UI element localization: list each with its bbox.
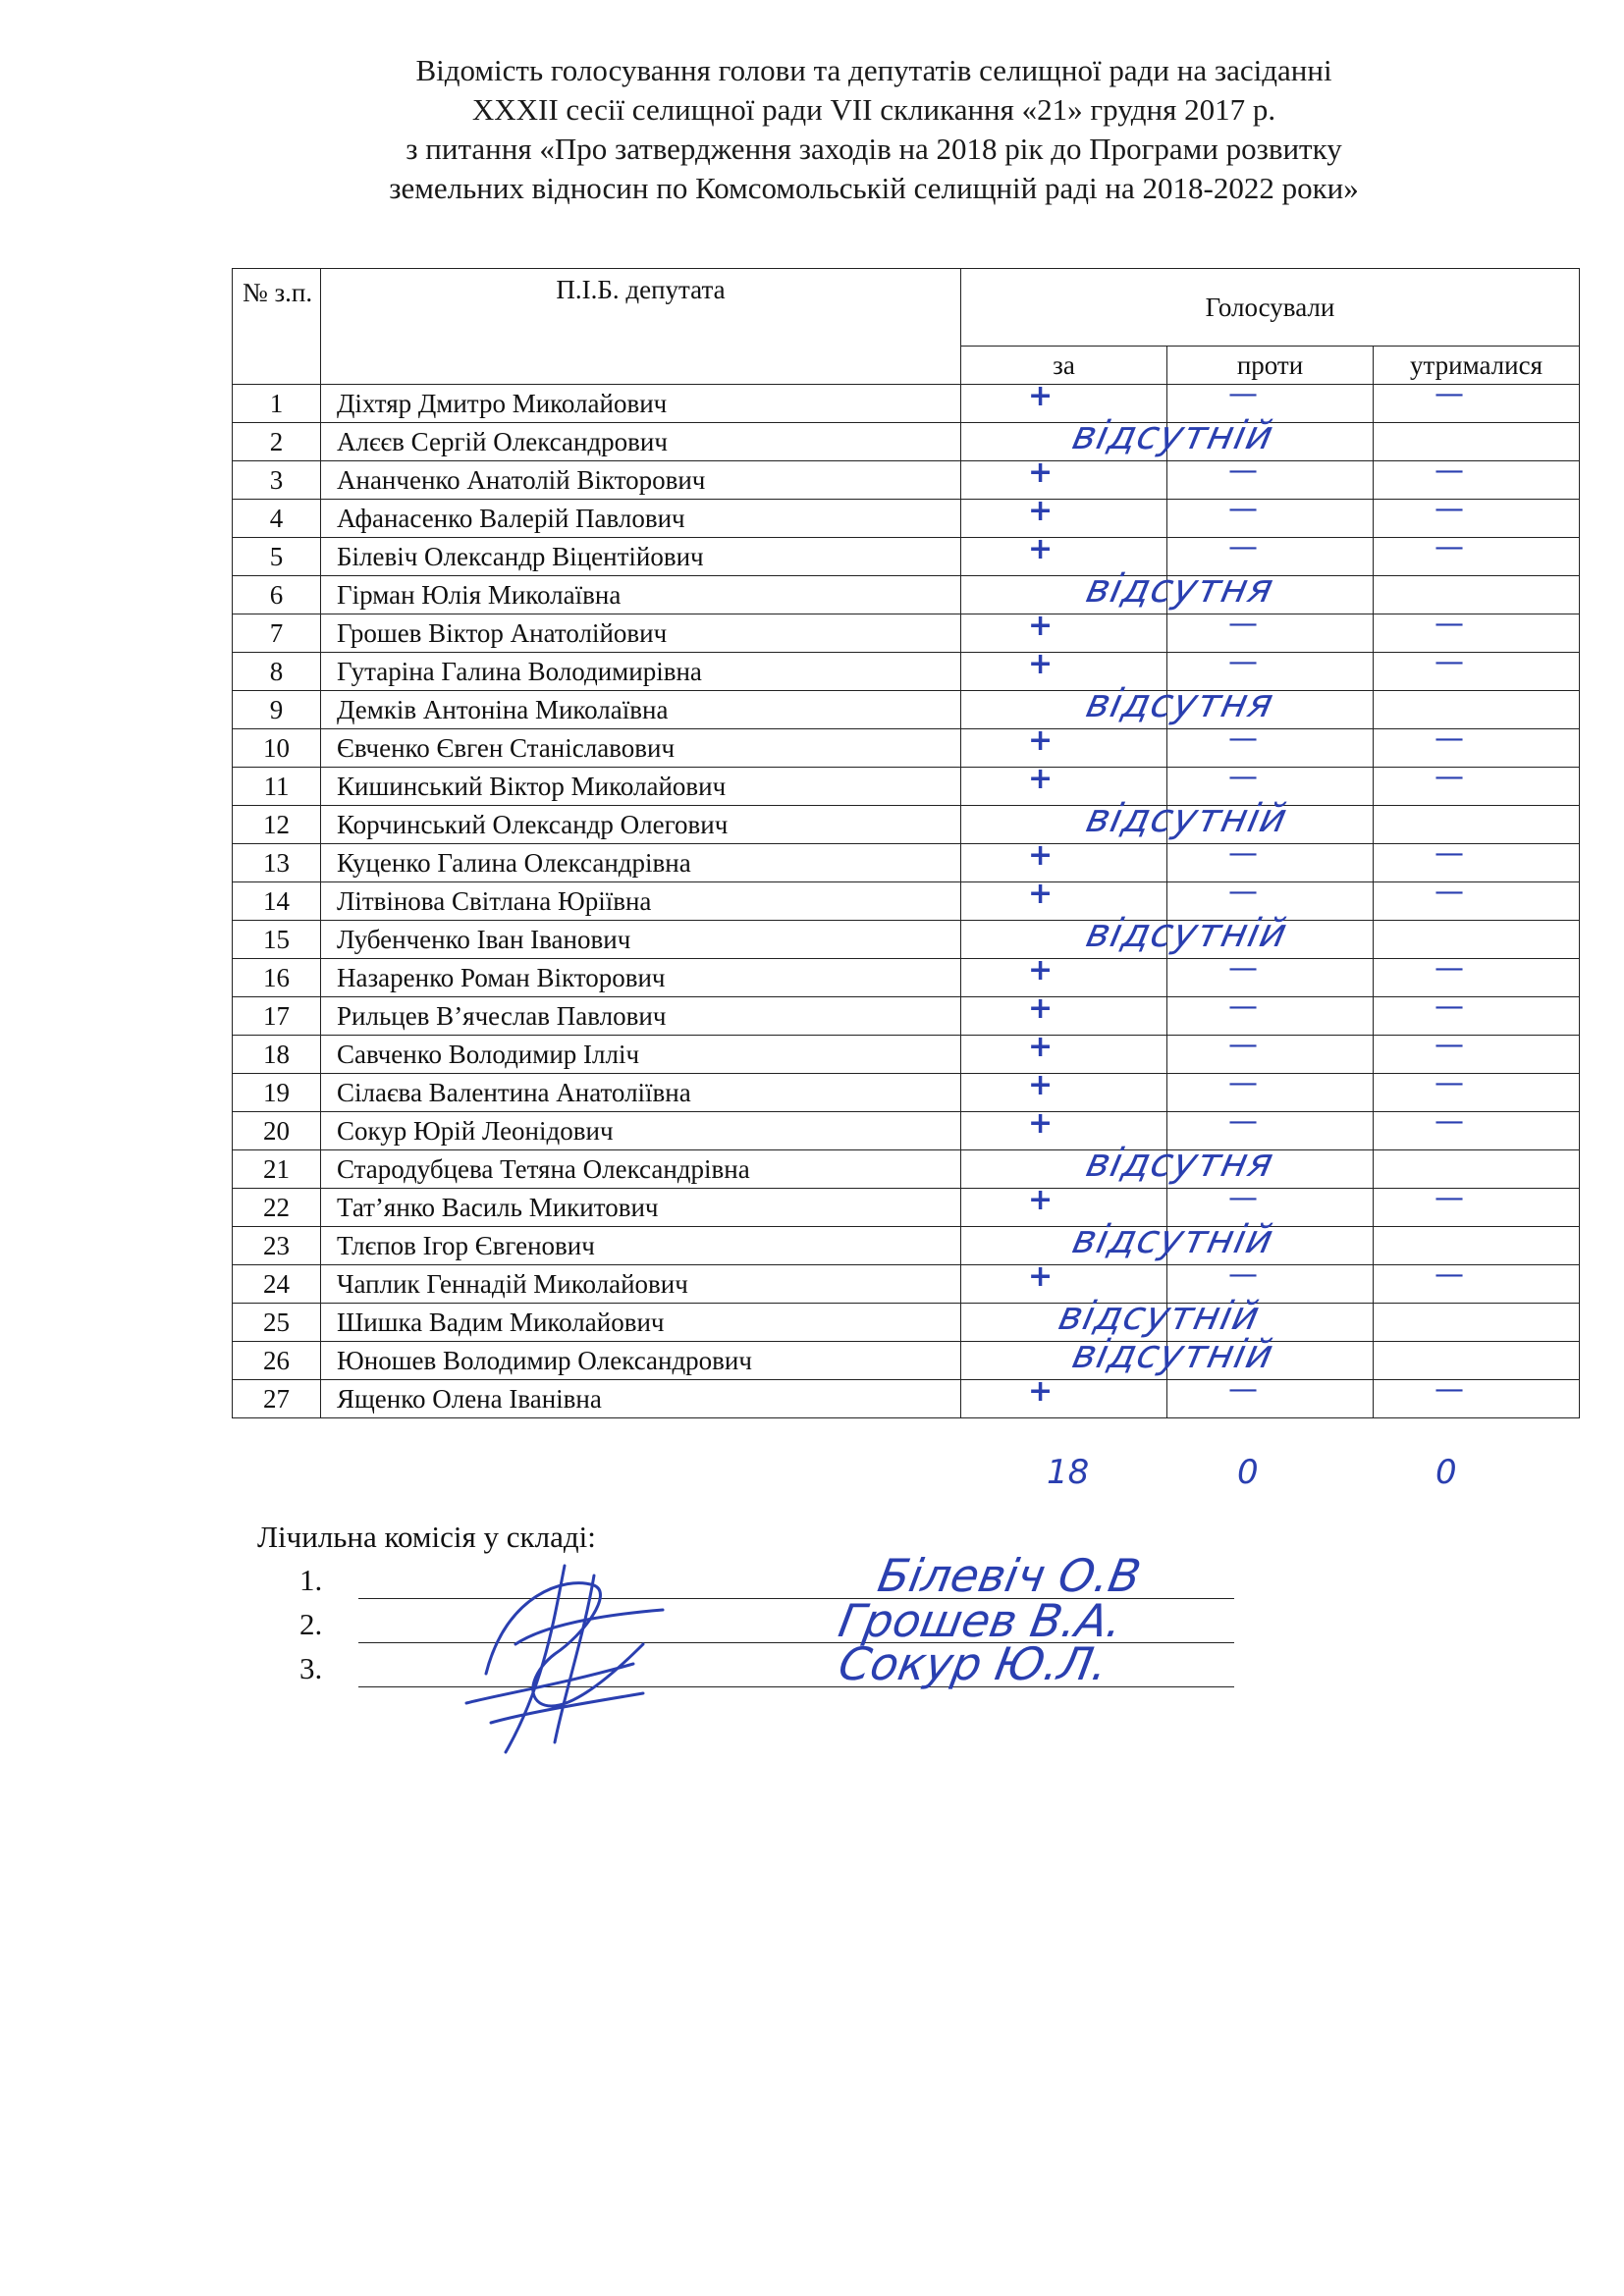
deputy-name: Гірман Юлія Миколаївна [321,576,961,614]
row-number: 1 [233,385,321,423]
row-number: 8 [233,653,321,691]
row-number: 21 [233,1150,321,1189]
table-row [233,423,1580,461]
deputy-name: Алєєв Сергій Олександрович [321,423,961,461]
vote-abstain-cell [1374,1104,1580,1150]
row-number: 22 [233,1189,321,1227]
vote-abstain-cell [1374,645,1580,691]
row-number: 9 [233,691,321,729]
dash-mark: — [1228,875,1258,909]
dash-mark: — [1228,492,1258,526]
row-number: 26 [233,1342,321,1380]
table-row [233,1380,1580,1418]
absent-note: відсутній [1082,911,1292,956]
table-row [233,768,1580,806]
dash-mark: — [1228,1028,1258,1062]
table-row [233,461,1580,500]
table-row [233,959,1580,997]
vote-abstain-cell [1374,921,1580,959]
plus-mark: + [1028,494,1054,528]
vote-for-cell [961,796,1292,844]
vote-against-cell [1167,989,1374,1036]
dash-mark: — [1435,836,1464,871]
vote-abstain-cell [1374,607,1580,653]
plus-mark: + [1028,1259,1054,1294]
vote-abstain-cell [1374,1066,1580,1112]
plus-mark: + [1028,1030,1054,1064]
table-row [233,921,1580,959]
row-number: 13 [233,844,321,882]
deputy-name: Куценко Галина Олександрівна [321,844,961,882]
vote-abstain-cell [1374,454,1580,500]
document-title [236,51,1512,208]
handwritten-signature-icon [447,1556,702,1762]
absent-note: відсутня [1082,566,1278,612]
dash-mark: — [1228,1372,1258,1407]
dash-mark: — [1435,951,1464,986]
vote-for-cell [961,413,1278,461]
vote-abstain-cell [1374,530,1580,576]
vote-for-cell [961,723,1167,768]
vote-abstain-cell [1374,1181,1580,1227]
dash-mark: — [1228,1104,1258,1139]
vote-abstain-cell [1374,1257,1580,1304]
table-row [233,385,1580,423]
vote-for-cell [961,1217,1278,1265]
row-number: 11 [233,768,321,806]
table-row [233,882,1580,921]
commission-member-3: Сокур Ю.Л. [835,1637,1112,1690]
deputy-name: Євченко Євген Станіславович [321,729,961,768]
deputy-name: Літвінова Світлана Юріївна [321,882,961,921]
deputy-name: Юношев Володимир Олександрович [321,1342,961,1380]
dash-mark: — [1228,454,1258,488]
commission-member-1: Білевіч О.В [874,1549,1145,1602]
dash-mark: — [1435,1372,1464,1407]
vote-against-cell [1167,1028,1374,1074]
table-body [233,377,1580,1418]
plus-mark: + [1028,379,1054,413]
deputy-name: Білевіч Олександр Віцентійович [321,538,961,576]
dash-mark: — [1435,875,1464,909]
vote-abstain-cell [1374,1372,1580,1418]
vote-for-cell [961,911,1292,959]
vote-for-cell [961,1332,1278,1380]
vote-for-cell [961,1068,1167,1112]
deputy-name: Ананченко Анатолій Вікторович [321,461,961,500]
vote-abstain-cell [1374,721,1580,768]
vote-against-cell [1167,423,1374,461]
vote-against-cell [1167,454,1374,500]
vote-against-cell [1167,836,1374,882]
vote-against-cell [1167,1227,1374,1265]
dash-mark: — [1435,1028,1464,1062]
total-for: 18 [1047,1453,1090,1492]
table-row [233,538,1580,576]
row-number: 6 [233,576,321,614]
header-voted: Голосували [961,269,1580,347]
header-number: № з.п. [233,269,321,385]
table-row [233,1112,1580,1150]
row-number: 7 [233,614,321,653]
dash-mark: — [1228,989,1258,1024]
vote-for-cell [961,681,1278,729]
row-number: 15 [233,921,321,959]
plus-mark: + [1028,838,1054,873]
vote-abstain-cell [1374,691,1580,729]
vote-against-cell [1167,691,1374,729]
vote-abstain-cell [1374,1342,1580,1380]
vote-against-cell [1167,951,1374,997]
plus-mark: + [1028,1374,1054,1409]
deputy-name: Афанасенко Валерій Павлович [321,500,961,538]
dash-mark: — [1228,377,1258,411]
commission-member-2: Грошев В.А. [835,1594,1127,1647]
dash-mark: — [1435,1104,1464,1139]
absent-note: відсутній [1068,413,1278,458]
dash-mark: — [1228,760,1258,794]
deputy-name: Тат’янко Василь Микитович [321,1189,961,1227]
vote-abstain-cell [1374,951,1580,997]
row-number: 16 [233,959,321,997]
plus-mark: + [1028,647,1054,681]
commission-number-1: 1. [299,1563,323,1597]
row-number: 4 [233,500,321,538]
vote-abstain-cell [1374,492,1580,538]
vote-abstain-cell [1374,836,1580,882]
total-abstain: 0 [1435,1453,1457,1492]
plus-mark: + [1028,1106,1054,1141]
table-row [233,1342,1580,1380]
deputy-name: Чаплик Геннадій Миколайович [321,1265,961,1304]
title-line-1: Відомість голосування голови та депутатів селищної ради на засіданні [415,53,1332,87]
vote-against-cell [1167,607,1374,653]
table-row [233,1189,1580,1227]
deputy-name: Корчинський Олександр Олегович [321,806,961,844]
table-row [233,614,1580,653]
vote-for-cell [961,609,1167,653]
dash-mark: — [1228,721,1258,756]
deputy-name: Тлєпов Ігор Євгенович [321,1227,961,1265]
table-row [233,997,1580,1036]
deputy-name: Гутаріна Галина Володимирівна [321,653,961,691]
dash-mark: — [1435,454,1464,488]
absent-note: відсутній [1068,1332,1278,1377]
vote-for-cell [961,566,1278,614]
dash-mark: — [1228,951,1258,986]
table-row [233,1265,1580,1304]
vote-abstain-cell [1374,1150,1580,1189]
dash-mark: — [1435,492,1464,526]
title-line-3: з питання «Про затвердження заходів на 2018 рік до Програми розвитку [406,132,1342,166]
plus-mark: + [1028,455,1054,490]
dash-mark: — [1435,989,1464,1024]
plus-mark: + [1028,953,1054,988]
deputy-name: Діхтяр Дмитро Миколайович [321,385,961,423]
dash-mark: — [1435,721,1464,756]
vote-abstain-cell [1374,576,1580,614]
absent-note: відсутній [1068,1217,1278,1262]
plus-mark: + [1028,532,1054,566]
plus-mark: + [1028,1183,1054,1217]
absent-note: відсутня [1082,681,1278,726]
deputy-name: Савченко Володимир Ілліч [321,1036,961,1074]
deputy-name: Кишинський Віктор Миколайович [321,768,961,806]
dash-mark: — [1435,760,1464,794]
row-number: 2 [233,423,321,461]
vote-against-cell [1167,1066,1374,1112]
vote-against-cell [1167,576,1374,614]
absent-note: відсутній [1055,1294,1265,1339]
title-line-4: земельних відносин по Комсомольській селищній раді на 2018-2022 роки» [389,171,1359,205]
dash-mark: — [1228,1257,1258,1292]
deputy-name: Стародубцева Тетяна Олександрівна [321,1150,961,1189]
plus-mark: + [1028,877,1054,911]
row-number: 20 [233,1112,321,1150]
header-for: за [961,347,1167,385]
vote-for-cell [961,953,1167,997]
vote-for-cell [961,838,1167,882]
dash-mark: — [1435,645,1464,679]
row-number: 17 [233,997,321,1036]
vote-against-cell [1167,721,1374,768]
plus-mark: + [1028,723,1054,758]
plus-mark: + [1028,991,1054,1026]
table-row [233,653,1580,691]
vote-against-cell [1167,1372,1374,1418]
table-row [233,1074,1580,1112]
header-abstain: утрималися [1374,347,1580,385]
vote-for-cell [961,1141,1278,1189]
row-number: 23 [233,1227,321,1265]
table-row [233,806,1580,844]
vote-abstain-cell [1374,1304,1580,1342]
dash-mark: — [1435,607,1464,641]
vote-against-cell [1167,921,1374,959]
table-row [233,500,1580,538]
table-row [233,844,1580,882]
row-number: 10 [233,729,321,768]
deputy-name: Сілаєва Валентина Анатоліївна [321,1074,961,1112]
vote-for-cell [961,1374,1167,1418]
row-number: 19 [233,1074,321,1112]
total-against: 0 [1237,1453,1259,1492]
deputy-name: Лубенченко Іван Іванович [321,921,961,959]
vote-for-cell [961,455,1167,500]
vote-abstain-cell [1374,1028,1580,1074]
dash-mark: — [1435,530,1464,564]
deputy-name: Назаренко Роман Вікторович [321,959,961,997]
commission-label: Лічильна комісія у складі: [257,1520,596,1554]
voting-table [232,268,1580,1418]
vote-for-cell [961,991,1167,1036]
table-row [233,576,1580,614]
absent-note: відсутній [1082,796,1292,841]
deputy-name: Шишка Вадим Миколайович [321,1304,961,1342]
vote-abstain-cell [1374,806,1580,844]
vote-against-cell [1167,492,1374,538]
row-number: 3 [233,461,321,500]
vote-for-cell [961,494,1167,538]
title-line-2: XXXII сесії селищної ради VII скликання «21» грудня 2017 р. [471,92,1276,127]
dash-mark: — [1228,645,1258,679]
row-number: 27 [233,1380,321,1418]
row-number: 18 [233,1036,321,1074]
dash-mark: — [1228,1181,1258,1215]
commission-number-2: 2. [299,1607,323,1641]
row-number: 24 [233,1265,321,1304]
table-row [233,1150,1580,1189]
plus-mark: + [1028,609,1054,643]
dash-mark: — [1435,1257,1464,1292]
deputy-name: Рильцев В’ячеслав Павлович [321,997,961,1036]
vote-abstain-cell [1374,989,1580,1036]
row-number: 14 [233,882,321,921]
header-against: проти [1167,347,1374,385]
header-name: П.І.Б. депутата [321,269,961,385]
deputy-name: Сокур Юрій Леонідович [321,1112,961,1150]
table-row [233,1036,1580,1074]
table-row [233,1304,1580,1342]
table-row [233,1227,1580,1265]
row-number: 12 [233,806,321,844]
vote-against-cell [1167,1342,1374,1380]
dash-mark: — [1228,607,1258,641]
vote-abstain-cell [1374,875,1580,921]
vote-abstain-cell [1374,423,1580,461]
deputy-name: Грошев Віктор Анатолійович [321,614,961,653]
table-row [233,691,1580,729]
vote-for-cell [961,1030,1167,1074]
vote-against-cell [1167,806,1374,844]
dash-mark: — [1228,1066,1258,1100]
table-row [233,729,1580,768]
absent-note: відсутня [1082,1141,1278,1186]
commission-number-3: 3. [299,1651,323,1685]
row-number: 5 [233,538,321,576]
row-number: 25 [233,1304,321,1342]
dash-mark: — [1435,377,1464,411]
dash-mark: — [1228,530,1258,564]
dash-mark: — [1435,1066,1464,1100]
vote-against-cell [1167,1150,1374,1189]
deputy-name: Демків Антоніна Миколаївна [321,691,961,729]
vote-abstain-cell [1374,1227,1580,1265]
plus-mark: + [1028,1068,1054,1102]
vote-abstain-cell [1374,760,1580,806]
plus-mark: + [1028,762,1054,796]
deputy-name: Ященко Олена Іванівна [321,1380,961,1418]
dash-mark: — [1435,1181,1464,1215]
vote-abstain-cell [1374,377,1580,423]
dash-mark: — [1228,836,1258,871]
